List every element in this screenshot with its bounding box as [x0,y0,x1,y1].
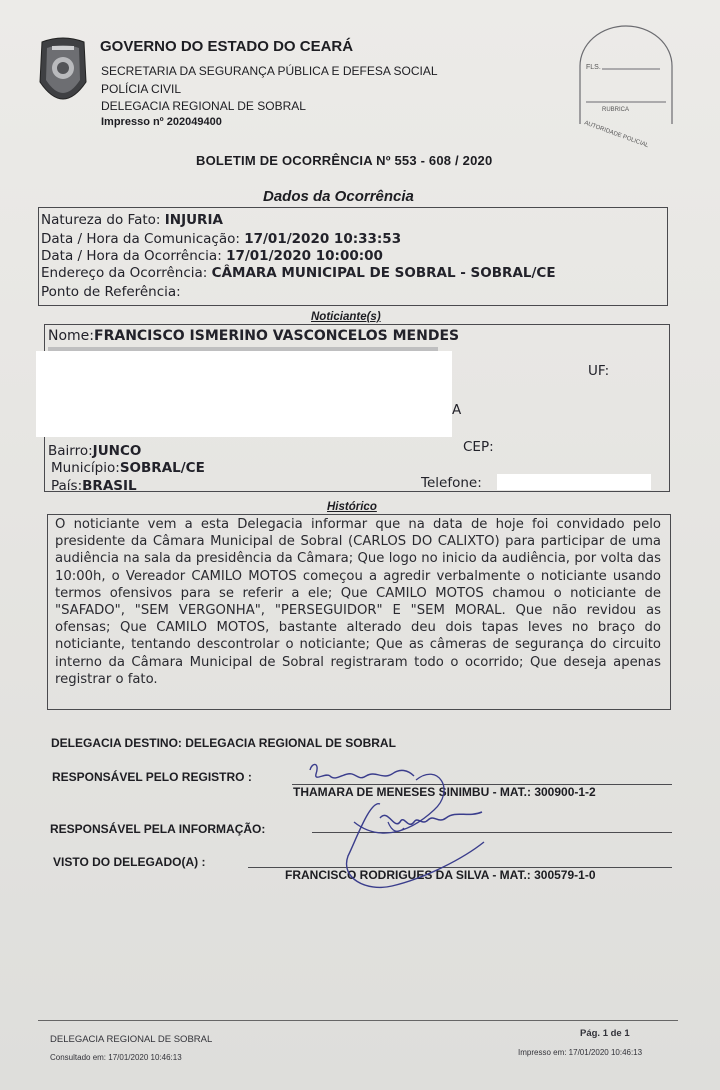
destination-row [51,736,396,750]
bairro-row [48,443,141,459]
authority-stamp-icon [572,36,680,150]
municipio-row [51,460,205,476]
informant-label: RESPONSÁVEL PELA INFORMAÇÃO: [50,822,266,836]
address-label: Endereço da Ocorrência: [41,265,208,281]
history-text: O noticiante vem a esta Delegacia informar que na data de hoje foi convidado pelo presidente da Câmara Municipal de Sobral (CARLOS DO CALIXTO) para participar de uma audiência na sala da presidência da Câmara; Que logo no inicio da audiência, por volta das 10:00h, o Vereador CAMILO MOTOS começou a agredir verbalmente o noticiante usando termos ofensivos para se referir a ele; Que CAMILO MOTOS chamou o noticiante de "SAFADO", "SEM VERGONHA", "PERSEGUIDOR" E "SEM MORAL. Que não revidou as ofensas; Que CAMILO MOTOS, bastante alterado deu dois tapas leves no braço do noticiante, tentando descontrolar o noticiante; Que as câmeras de segurança do circuito interno da Câmara Municipal de Sobral registraram todo o ocorrido; Que deseja apenas registrar o fato. [55,517,661,687]
destination-value: DELEGACIA REGIONAL DE SOBRAL [185,736,396,750]
reporter-name-row [48,328,459,344]
bairro-value: JUNCO [92,443,142,459]
municipio-label: Município: [51,460,120,476]
police-name: POLÍCIA CIVIL [101,82,182,96]
state-police-badge-icon [36,36,90,110]
reporter-address-fragment: A [452,402,462,418]
nature-value: INJURIA [164,212,223,228]
footer-unit: DELEGACIA REGIONAL DE SOBRAL [50,1034,213,1045]
nature-row [41,212,223,228]
bairro-label: Bairro: [48,443,93,459]
pais-label: País: [51,478,83,494]
delegate-name: FRANCISCO RODRIGUES DA SILVA - MAT.: 300579-1-0 [285,868,596,882]
reporter-section-title: Noticiante(s) [311,311,381,323]
reporter-name-label: Nome: [48,328,95,344]
stamp-rubrica-label: RUBRICA [602,107,630,113]
occurrence-date-row [41,248,383,264]
reporter-name-value: FRANCISCO ISMERINO VASCONCELOS MENDES [94,328,460,344]
history-section-title: Histórico [327,501,377,513]
stamp-authority-text: AUTORIDADE POLICIAL [583,120,650,150]
nature-label: Natureza do Fato: [41,212,161,228]
government-name: GOVERNO DO ESTADO DO CEARÁ [100,38,354,55]
communication-value: 17/01/2020 10:33:53 [244,231,402,247]
pais-row [51,478,137,494]
address-row [41,265,556,281]
reference-row [41,284,181,300]
occurrence-date-value: 17/01/2020 10:00:00 [226,248,383,264]
reference-label: Ponto de Referência: [41,284,181,300]
cep-label: CEP: [463,439,494,455]
footer-divider [38,1020,678,1021]
telefone-redaction [497,474,651,490]
footer-consulted: Consultado em: 17/01/2020 10:46:13 [50,1053,182,1062]
municipio-value: SOBRAL/CE [119,460,205,476]
address-value: CÂMARA MUNICIPAL DE SOBRAL - SOBRAL/CE [211,265,556,281]
redaction-block [36,351,452,437]
communication-label: Data / Hora da Comunicação: [41,231,240,247]
secretariat-name: SECRETARIA DA SEGURANÇA PÚBLICA E DEFESA SOCIAL [101,64,438,78]
pais-value: BRASIL [82,478,137,494]
footer-printed: Impresso em: 17/01/2020 10:46:13 [518,1048,643,1057]
occurrence-section-title: Dados da Ocorrência [263,188,414,205]
footer-page: Pág. 1 de 1 [580,1028,630,1039]
report-title: BOLETIM DE OCORRÊNCIA Nº 553 - 608 / 2020 [196,153,493,168]
telefone-label: Telefone: [421,475,482,491]
printed-number: Impresso nº 202049400 [101,116,222,128]
registrar-label: RESPONSÁVEL PELO REGISTRO : [52,770,252,784]
communication-row [41,231,401,247]
stamp-fls-label: FLS. [586,64,601,71]
registrar-name: THAMARA DE MENESES SINIMBU - MAT.: 300900-1-2 [293,785,596,799]
delegate-label: VISTO DO DELEGADO(A) : [53,855,206,869]
occurrence-date-label: Data / Hora da Ocorrência: [41,248,222,264]
uf-label: UF: [588,363,610,379]
delegacia-name: DELEGACIA REGIONAL DE SOBRAL [101,99,306,113]
handwritten-signature-icon [296,760,516,900]
destination-label: DELEGACIA DESTINO: [51,736,182,750]
